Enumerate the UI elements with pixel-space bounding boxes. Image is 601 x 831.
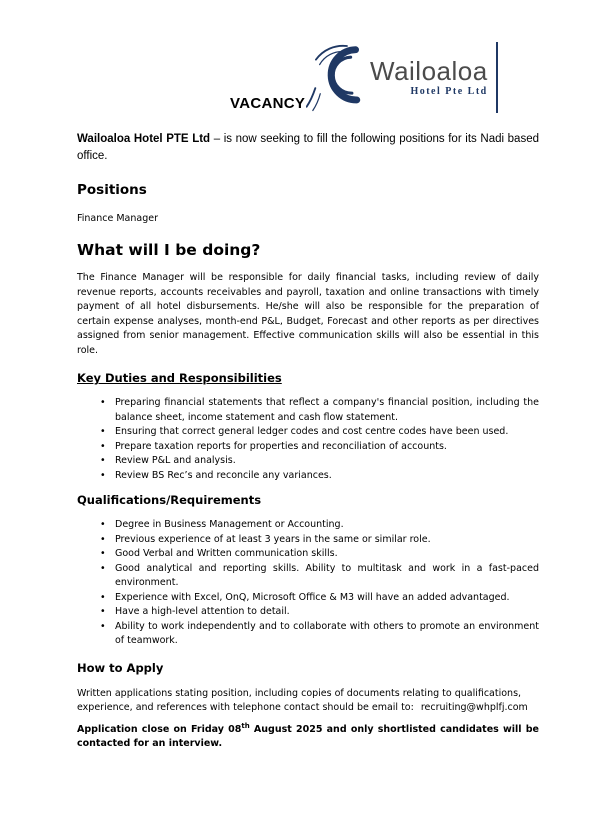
positions-heading: Positions [77,182,147,198]
position-item: Finance Manager [77,212,159,224]
apply-heading: How to Apply [77,660,164,675]
list-item: • Experience with Excel, OnQ, Microsoft Office & M3 will have an added advantaged. [98,591,539,606]
apply-text: Written applications stating position, including copies of documents relating to qualifications, experience, and references with telephone contact should be email to: [77,687,522,714]
duties-heading: Key Duties and Responsibilities [77,371,282,386]
role-heading: What will I be doing? [77,240,261,259]
list-item: • Preparing financial statements that reflect a company's financial position, including the balance sheet, income statement and cash flow statement. [98,396,539,425]
list-item: • Ensuring that correct general ledger codes and cost centre codes have been used. [98,425,539,440]
vacancy-title: VACANCY [230,95,306,112]
ordinal-suffix: th [241,721,250,730]
role-description: The Finance Manager will be responsible for daily financial tasks, including review of daily revenue reports, accounts receivables and payroll, taxation and online transactions with timely payment of all hotel disbursements. He/she will also be responsible for the preparation of certain expense analyses, month-end P&L, Budget, Forecast and other reports as per directives assigned from senior management. Effective communication skills will also be essential in this role. [77,272,539,356]
list-item: • Ability to work independently and to collaborate with others to promote an environment of teamwork. [98,620,539,649]
logo-subtitle: Hotel Pte Ltd [410,86,488,97]
company-name: Wailoaloa Hotel PTE Ltd [77,133,211,145]
closing-note [77,723,539,752]
closing-text-start: Application close on Friday 08 [77,723,242,735]
intro-text: – is now seeking to fill the following positions for its Nadi based office. [77,133,539,162]
logo-text [370,58,488,97]
intro-paragraph [77,131,539,165]
logo-divider [496,42,498,113]
list-item: • Prepare taxation reports for properties and reconciliation of accounts. [98,440,539,455]
qualifications-heading: Qualifications/Requirements [77,493,262,508]
list-item: • Good Verbal and Written communication skills. [98,547,539,562]
list-item: • Previous experience of at least 3 years in the same or similar role. [98,533,539,548]
qualifications-list [77,518,539,649]
hotel-logo [306,42,498,113]
wave-logo-icon [306,42,368,112]
list-item: • Review P&L and analysis. [98,454,539,469]
list-item: • Review BS Rec’s and reconcile any variances. [98,469,539,484]
list-item: • Degree in Business Management or Accounting. [98,518,539,533]
apply-instructions [77,687,539,716]
duties-list [77,396,539,483]
list-item: • Have a high-level attention to detail. [98,605,539,620]
closing-text-end: August 2025 and only shortlisted candidates will be contacted for an interview. [77,723,539,750]
list-item: • Good analytical and reporting skills. Ability to multitask and work in a fast-paced environment. [98,562,539,591]
email-address: recruiting@whplfj.com [420,702,528,714]
document-body [77,131,539,752]
logo-wordmark: Wailoaloa [370,56,488,86]
